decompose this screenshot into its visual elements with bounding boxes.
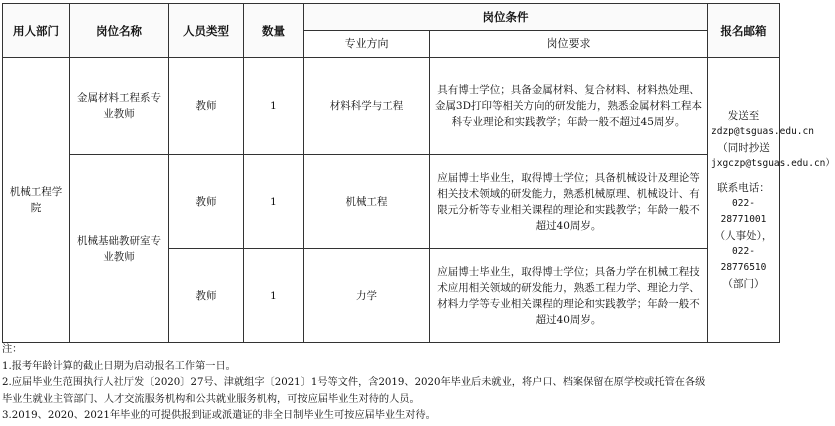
count-cell: 1 bbox=[244, 155, 304, 249]
note-item: 3.2019、2020、2021年毕业的可提供报到证或派遣证的非全日制毕业生可按应届毕业生对待。 bbox=[2, 410, 436, 421]
major-cell: 材料科学与工程 bbox=[304, 58, 430, 155]
phone-dept-note: （部门） bbox=[722, 278, 765, 290]
job-table bbox=[2, 3, 835, 343]
header-position: 岗位名称 bbox=[70, 4, 169, 58]
phone-hr: 022-28771001 bbox=[720, 198, 767, 225]
count-cell: 1 bbox=[244, 249, 304, 343]
header-dept: 用人部门 bbox=[3, 4, 70, 58]
note-item: 2.应届毕业生范围执行人社厅发〔2020〕27号、津就组字〔2021〕1号等文件，含2019、2020年毕业后未就业，将户口、档案保留在原学校或托管在各级 bbox=[2, 377, 706, 388]
notes-section bbox=[2, 342, 759, 425]
note-item: 毕业生就业主管部门、人才交流服务机构和公共就业服务机构，可按应届毕业生对待的人员。 bbox=[2, 393, 420, 405]
header-requirements: 岗位要求 bbox=[430, 31, 708, 58]
cc-label: （同时抄送 bbox=[717, 142, 770, 154]
contact-cell bbox=[708, 58, 835, 343]
type-cell: 教师 bbox=[169, 58, 244, 155]
major-cell: 机械工程 bbox=[304, 155, 430, 249]
note-item: 1.报考年龄计算的截止日期为启动报名工作第一日。 bbox=[2, 360, 236, 372]
header-count: 数量 bbox=[244, 4, 304, 58]
count-cell: 1 bbox=[244, 58, 304, 155]
major-cell: 力学 bbox=[304, 249, 430, 343]
phone-hr-note: （人事处）， bbox=[714, 230, 773, 242]
dept-cell: 机械工程学院 bbox=[3, 58, 70, 343]
notes-title: 注： bbox=[2, 344, 23, 355]
send-to-label: 发送至 bbox=[727, 110, 760, 122]
header-major: 专业方向 bbox=[304, 31, 430, 58]
requirements-cell: 应届博士毕业生，取得博士学位；具备机械设计及理论等相关技术领域的研发能力，熟悉机械原理、机械设计、有限元分析等专业相关课程的理论和实践教学；年龄一般不超过40周岁。 bbox=[430, 155, 708, 249]
requirements-cell: 具有博士学位；具备金属材料、复合材料、材料热处理、金属3D打印等相关方向的研发能力，熟悉金属材料工程本科专业理论和实践教学；年龄一般不超过45周岁。 bbox=[430, 58, 708, 155]
phone-dept: 022-28776510 bbox=[720, 246, 767, 273]
email-cc: jxgczp@tsguas.edu.cn） bbox=[711, 158, 835, 169]
header-type: 人员类型 bbox=[169, 4, 244, 58]
position-cell: 机械基础教研室专业教师 bbox=[70, 155, 169, 343]
position-cell: 金属材料工程系专业教师 bbox=[70, 58, 169, 155]
requirements-cell: 应届博士毕业生，取得博士学位；具备力学在机械工程技术应用相关领域的研发能力，熟悉工程力学、理论力学、材料力学等专业相关课程的理论和实践教学；年龄一般不超过40周岁。 bbox=[430, 249, 708, 343]
header-contact: 报名邮箱 bbox=[708, 4, 780, 58]
header-conditions: 岗位条件 bbox=[304, 4, 708, 31]
email-primary: zdzp@tsguas.edu.cn bbox=[711, 126, 814, 137]
phone-label: 联系电话： bbox=[717, 182, 770, 194]
type-cell: 教师 bbox=[169, 249, 244, 343]
type-cell: 教师 bbox=[169, 155, 244, 249]
